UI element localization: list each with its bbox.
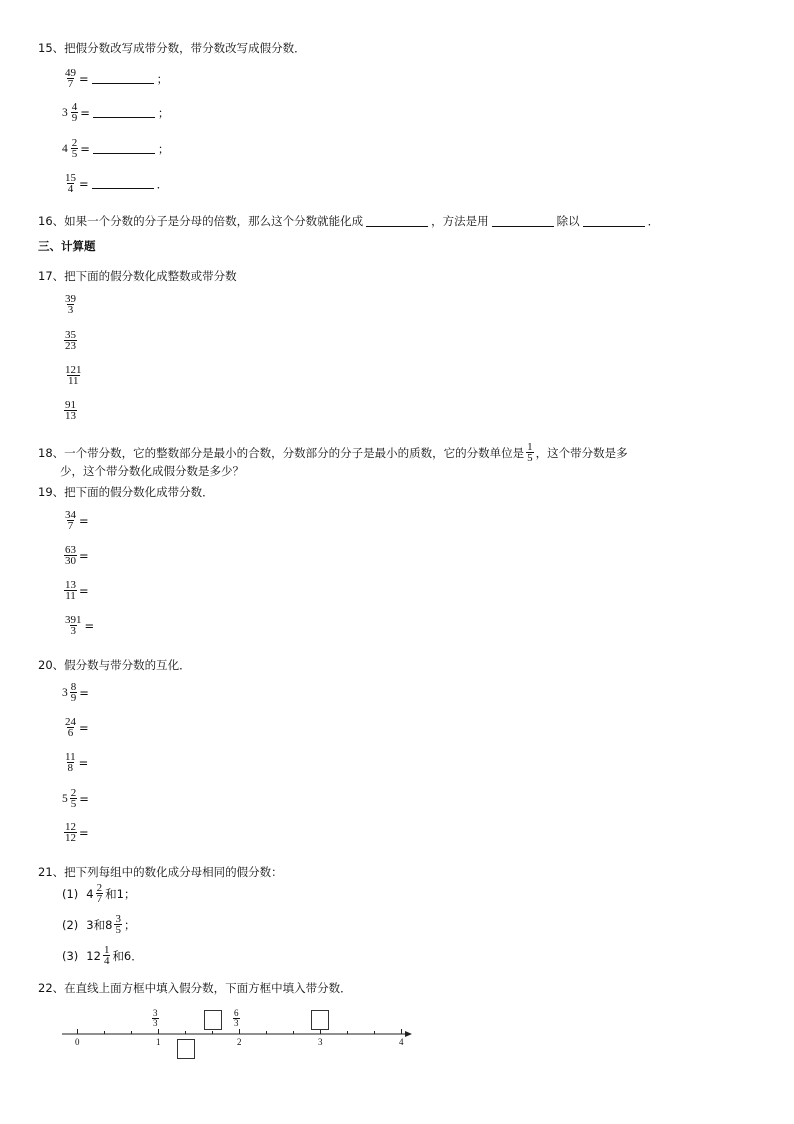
fraction [64,615,83,636]
fraction [114,914,122,935]
equals-sign: = [79,548,89,563]
q18-frac-num: 1 [527,441,533,453]
fraction [70,788,78,809]
number-line-tick-label: 1 [156,1037,161,1047]
fraction-numerator: 39 [65,293,76,305]
fraction [64,68,77,89]
equals-sign: = [80,141,90,156]
prefix-text: 4 [86,886,94,901]
equals-sign: = [79,176,89,191]
fraction [64,545,77,566]
fraction-numerator: 121 [65,364,82,376]
fraction-denominator: 3 [70,625,76,637]
answer-blank[interactable] [92,73,154,84]
number-line-minor-tick [293,1031,294,1034]
q21-title: 21、把下列每组中的数化成分母相同的假分数： [38,865,283,879]
equals-sign: = [79,685,89,700]
fraction-denominator: 30 [65,555,76,567]
section-heading: 三、计算题 [38,239,96,253]
q21-item [62,945,143,966]
fraction [103,945,111,966]
equals-sign: = [79,71,89,86]
fraction-denominator: 4 [67,183,74,195]
fraction-numerator: 1 [103,944,110,956]
fraction [64,752,77,773]
q19-item [62,580,89,601]
fraction-numerator: 2 [96,882,103,894]
q18-line-2: 少，这个带分数化成假分数是多少？ [60,464,244,478]
answer-box-below[interactable] [177,1039,195,1059]
q20-item [62,752,88,773]
fraction-denominator: 3 [234,1018,239,1028]
number-line-tick [239,1029,240,1034]
number-line-label-fraction [150,1009,161,1028]
fraction-denominator: 9 [70,692,77,704]
punctuation: ； [156,71,169,86]
q18-line-1 [38,442,628,463]
equals-sign: = [79,583,89,598]
fraction-numerator: 24 [65,716,76,728]
equals-sign: = [79,825,89,840]
fraction-denominator: 7 [96,893,103,905]
number-line-label-fraction [231,1009,242,1028]
arrow-head-icon [405,1031,412,1037]
fraction [64,330,77,351]
number-line-minor-tick [104,1031,105,1034]
item-label: (1) [62,886,79,901]
q15-item [62,173,168,194]
q20-item [62,682,89,703]
fraction [71,138,79,159]
fraction [64,173,77,194]
q16-question [38,213,659,229]
fraction-denominator: 3 [153,1018,158,1028]
q19-title: 19、把下面的假分数化成带分数． [38,485,214,499]
fraction [71,102,79,123]
fraction [70,682,78,703]
number-line-tick-label: 2 [237,1037,242,1047]
fraction-denominator: 11 [65,590,76,602]
fraction-denominator: 5 [115,924,121,936]
q18-frac-den: 5 [527,452,533,464]
q16-text-2: ，方法是用 [431,214,489,228]
fraction-numerator: 63 [65,544,76,556]
whole-number: 3 [62,106,68,119]
q17-item [62,330,79,351]
fraction-numerator: 4 [71,101,78,113]
fraction-denominator: 4 [103,955,110,967]
fraction-numerator: 49 [65,67,76,79]
q19-item [62,510,89,531]
fraction [64,510,77,531]
number-line-minor-tick [374,1031,375,1034]
number-line-tick [77,1029,78,1034]
equals-sign: = [79,791,89,806]
suffix-text: 和1； [105,886,136,901]
equals-sign: = [84,618,95,633]
fraction [64,580,77,601]
fraction-numerator: 12 [65,821,76,833]
q19-item [62,545,89,566]
fraction-numerator: 391 [65,614,82,626]
q18-text-1: 18、一个带分数，它的整数部分是最小的合数，分数部分的分子是最小的质数，它的分数单位是 [38,445,525,460]
punctuation: ． [156,176,169,191]
number-line-tick-label: 4 [399,1037,404,1047]
answer-blank[interactable] [93,107,155,118]
fraction-numerator: 2 [71,137,78,149]
equals-sign: = [79,513,89,528]
fraction [64,365,83,386]
punctuation: ； [157,141,170,156]
answer-box-above[interactable] [204,1010,222,1030]
fraction [152,1009,159,1028]
equals-sign: = [79,720,89,735]
fraction [233,1009,240,1028]
fraction-numerator: 8 [70,681,77,693]
fraction-denominator: 13 [65,410,76,422]
fraction-denominator: 7 [67,78,74,90]
q17-item [62,365,85,386]
fraction-numerator: 91 [65,399,76,411]
whole-number: 5 [62,792,68,805]
fraction [64,717,77,738]
answer-blank[interactable] [92,178,154,189]
q16-text-4: ． [647,214,660,228]
q17-title: 17、把下面的假分数化成整数或带分数 [38,269,237,283]
item-label: (3) [62,948,79,963]
q15-item [62,138,169,159]
q16-blank-1[interactable] [366,216,428,227]
fraction-numerator: 2 [70,787,77,799]
fraction-denominator: 9 [71,112,78,124]
fraction-denominator: 8 [67,762,74,774]
number-line-minor-tick [266,1031,267,1034]
punctuation: ； [157,105,170,120]
q20-item [62,717,89,738]
fraction-denominator: 3 [67,304,74,316]
q15-item [62,68,168,89]
q20-item [62,822,89,843]
fraction [64,294,77,315]
q22-title: 22、在直线上面方框中填入假分数，下面方框中填入带分数． [38,981,352,995]
q20-title: 20、假分数与带分数的互化． [38,658,191,672]
fraction-denominator: 23 [65,340,76,352]
q15-item [62,102,169,123]
q16-text-1: 16、如果一个分数的分子是分母的倍数，那么这个分数就能化成 [38,214,364,228]
fraction-numerator: 35 [65,329,76,341]
q21-item [62,914,135,935]
fraction-denominator: 5 [70,798,77,810]
number-line-tick [401,1029,402,1034]
fraction [96,883,104,904]
whole-number: 4 [62,142,68,155]
suffix-text: ； [123,917,136,932]
fraction [64,400,77,421]
q17-item [62,400,79,421]
whole-number: 3 [62,686,68,699]
q19-item [62,615,94,636]
prefix-text: 3和8 [86,917,113,932]
fraction-denominator: 5 [71,148,78,160]
answer-box-above[interactable] [311,1010,329,1030]
fraction-denominator: 11 [67,375,79,387]
q21-item [62,883,135,904]
number-line-minor-tick [131,1031,132,1034]
fraction-denominator: 7 [67,520,74,532]
number-line-tick-label: 3 [318,1037,323,1047]
q16-blank-2[interactable] [492,216,554,227]
q18-text-2: ，这个带分数是多 [535,445,628,460]
number-line-tick [158,1029,159,1034]
fraction-numerator: 6 [234,1008,239,1018]
fraction-numerator: 13 [65,579,76,591]
q18-fraction [526,442,534,463]
q15-title: 15、把假分数改写成带分数，带分数改写成假分数． [38,41,306,55]
q16-text-3: 除以 [556,214,580,228]
item-label: (2) [62,917,79,932]
fraction-numerator: 34 [65,509,76,521]
q16-blank-3[interactable] [583,216,645,227]
equals-sign: = [78,755,89,770]
fraction-denominator: 12 [65,832,76,844]
fraction-numerator: 3 [115,913,121,925]
number-line-tick-label: 0 [75,1037,80,1047]
suffix-text: 和6． [112,948,143,963]
number-line-minor-tick [347,1031,348,1034]
fraction [64,822,77,843]
q20-item [62,788,89,809]
fraction-numerator: 3 [153,1008,158,1018]
number-line-minor-tick [212,1031,213,1034]
fraction-denominator: 6 [67,727,74,739]
number-line-minor-tick [185,1031,186,1034]
prefix-text: 12 [86,948,101,963]
fraction-numerator: 11 [65,751,76,763]
q17-item [62,294,79,315]
answer-blank[interactable] [93,143,155,154]
fraction-numerator: 15 [65,172,76,184]
equals-sign: = [80,105,90,120]
